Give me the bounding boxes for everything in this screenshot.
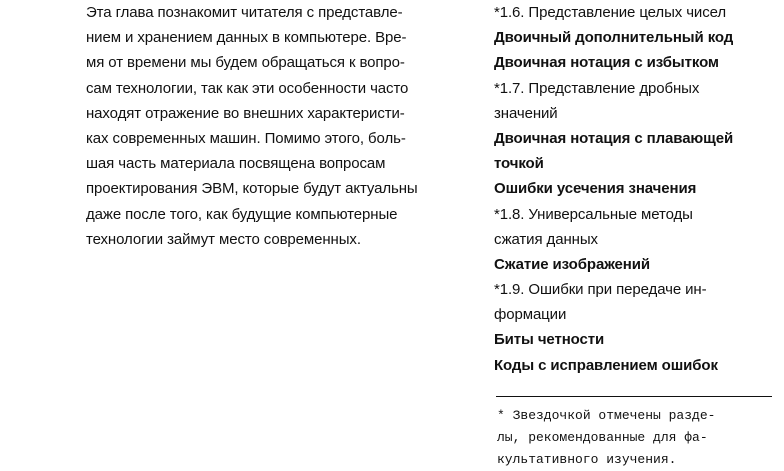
toc-section-1-9: *1.9. Ошибки при передаче ин- <box>494 281 707 299</box>
intro-line: находят отражение во внешних характеристи- <box>86 104 405 122</box>
intro-line: нием и хранением данных в компьютере. Вре- <box>86 29 407 47</box>
intro-line: сам технологии, так как эти особенности часто <box>86 79 409 97</box>
intro-line: Эта глава познакомит читателя с представле- <box>86 4 403 21</box>
intro-line: мя от времени мы будем обращаться к вопро- <box>86 54 405 72</box>
toc-section-1-8-cont: сжатия данных <box>494 230 598 248</box>
toc-section-1-7: *1.7. Представление дробных <box>494 79 700 97</box>
toc-subsection-cont: точкой <box>494 155 544 173</box>
toc-section-1-7-cont: значений <box>494 104 558 122</box>
table-of-contents <box>494 0 774 378</box>
footnote-divider <box>496 396 772 397</box>
intro-line: ках современных машин. Помимо этого, боль- <box>86 129 406 147</box>
toc-subsection: Биты четности <box>494 331 605 349</box>
toc-section-1-9-cont: формации <box>494 306 567 324</box>
toc-section-1-8: *1.8. Универсальные методы <box>494 205 693 223</box>
toc-subsection: Двоичная нотация с плавающей <box>494 129 734 147</box>
toc-subsection: Сжатие изображений <box>494 255 650 273</box>
intro-line: проектирования ЭВМ, которые будут актуальны <box>86 180 418 198</box>
toc-subsection: Двоичный дополнительный код <box>494 29 734 47</box>
toc-subsection: Ошибки усечения значения <box>494 180 697 198</box>
footnote-line: лы, рекомендованные для фа- <box>497 430 708 445</box>
intro-line: шая часть материала посвящена вопросам <box>86 155 386 173</box>
toc-subsection: Двоичная нотация с избытком <box>494 54 719 72</box>
toc-subsection: Коды с исправлением ошибок <box>494 356 718 374</box>
chapter-intro-paragraph <box>86 0 464 252</box>
footnote-line: культативного изучения. <box>497 452 677 467</box>
footnote <box>497 405 777 471</box>
intro-line: даже после того, как будущие компьютерные <box>86 205 398 223</box>
toc-section-1-6: *1.6. Представление целых чисел <box>494 4 727 21</box>
intro-line: технологии займут место современных. <box>86 230 361 248</box>
footnote-line: * Звездочкой отмечены разде- <box>497 408 716 423</box>
